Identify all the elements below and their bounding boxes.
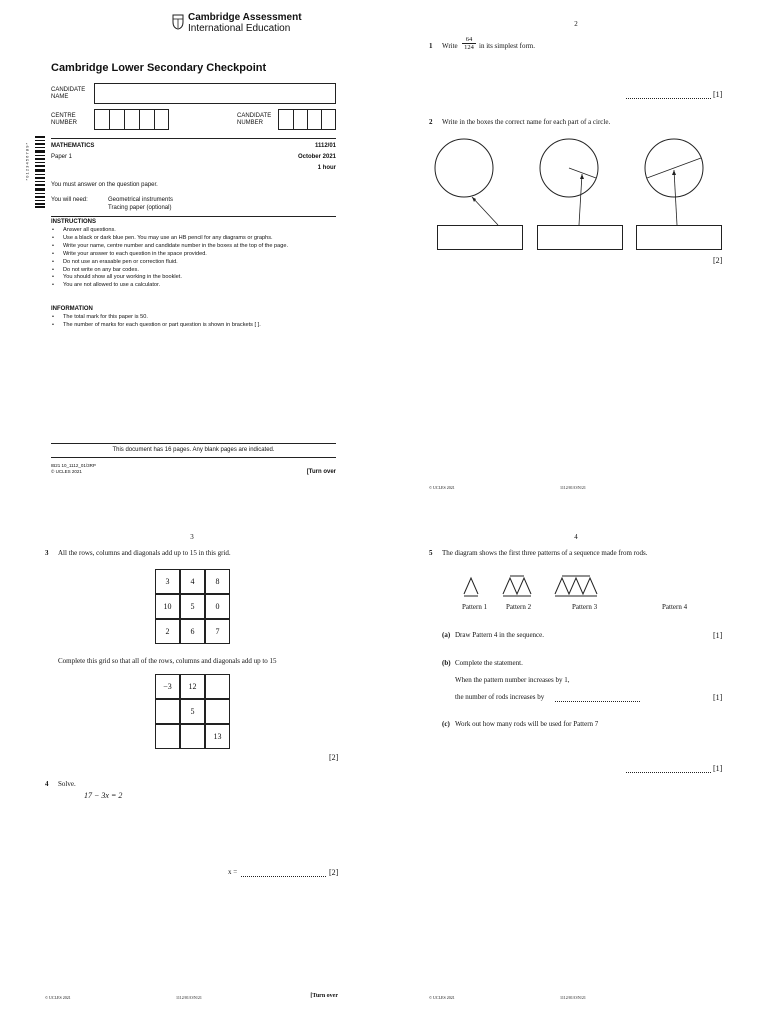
crest-icon xyxy=(172,14,184,30)
pattern-label: Pattern 2 xyxy=(506,603,532,611)
subject: MATHEMATICS xyxy=(51,143,95,149)
footer-copyright: © UCLES 2021 xyxy=(429,995,455,1000)
q4-answer-line[interactable] xyxy=(241,876,326,877)
candidate-number-label: CANDIDATE NUMBER xyxy=(237,113,272,126)
instruction-item: • Write your answer to each question in the space provided. xyxy=(51,251,336,259)
pattern-3-shape xyxy=(555,578,597,594)
footer-code: 1112/01/O/N/21 xyxy=(560,995,586,1000)
question-number-3: 3 xyxy=(45,549,49,557)
grid-cell: 5 xyxy=(180,594,205,619)
instruction-item: • Do not use an erasable pen or correction fluid. xyxy=(51,259,336,267)
q4-answer-label: x = xyxy=(228,868,238,876)
pattern-label: Pattern 3 xyxy=(572,603,598,611)
page-number: 4 xyxy=(574,533,578,541)
instructions-list xyxy=(51,227,336,290)
grid-cell: 12 xyxy=(180,674,205,699)
arrow-2 xyxy=(579,174,582,225)
grid-cell: −3 xyxy=(155,674,180,699)
answer-box-circle-2[interactable] xyxy=(537,225,623,250)
q2-mark: [2] xyxy=(713,256,723,265)
need-item-1: Geometrical instruments xyxy=(108,197,174,203)
cambridge-logo xyxy=(172,14,184,30)
centre-number-label: CENTRE NUMBER xyxy=(51,113,78,126)
grid-cell-input[interactable] xyxy=(205,674,230,699)
part-a-mark: [1] xyxy=(713,631,723,640)
pattern-label: Pattern 4 xyxy=(662,603,688,611)
q2-text: Write in the boxes the correct name for each part of a circle. xyxy=(442,118,611,126)
q4-text: Solve. xyxy=(58,780,76,788)
part-c-label: (c) xyxy=(442,720,450,728)
footer-code: 1112/01/O/N/21 xyxy=(560,485,586,490)
instruction-item: • Do not write on any bar codes. xyxy=(51,267,336,275)
page-number: 3 xyxy=(190,533,194,541)
grid-cell-input[interactable] xyxy=(205,699,230,724)
instruction-item: • You should show all your working in the booklet. xyxy=(51,274,336,282)
rod-patterns-diagram xyxy=(460,574,610,598)
footer-code: 1112/01/O/N/21 xyxy=(176,995,202,1000)
part-b-mark: [1] xyxy=(713,693,723,702)
grid-cell: 8 xyxy=(205,569,230,594)
information-list xyxy=(51,314,336,330)
exam-date: October 2021 xyxy=(297,154,336,160)
paper-number: Paper 1 xyxy=(51,154,73,160)
instruction-item: • Answer all questions. xyxy=(51,227,336,235)
candidate-name-field[interactable] xyxy=(94,83,336,104)
q3-text: All the rows, columns and diagonals add up to 15 in this grid. xyxy=(58,549,231,557)
pages-note: This document has 16 pages. Any blank pages are indicated. xyxy=(112,447,275,453)
answer-box-circle-1[interactable] xyxy=(437,225,523,250)
instructions-heading: INSTRUCTIONS xyxy=(51,219,96,225)
grid-cell: 2 xyxy=(155,619,180,644)
question-number-5: 5 xyxy=(429,549,433,557)
part-b-text: Complete the statement. xyxy=(455,659,523,667)
arrow-1 xyxy=(472,197,498,225)
turn-over: [Turn over xyxy=(310,993,338,999)
q1-text-after: in its simplest form. xyxy=(479,42,535,50)
arrow-3 xyxy=(674,170,677,225)
part-b-line-1: When the pattern number increases by 1, xyxy=(455,676,570,684)
grid-cell-input[interactable] xyxy=(155,699,180,724)
grid-cell: 7 xyxy=(205,619,230,644)
q4-mark: [2] xyxy=(329,868,339,877)
logo-line-1: Cambridge Assessment xyxy=(188,12,302,23)
candidate-name-label: CANDIDATE NAME xyxy=(51,87,86,100)
answer-note: You must answer on the question paper. xyxy=(51,182,158,188)
footer-copyright: © UCLES 2021 xyxy=(51,469,82,474)
grid-cell: 10 xyxy=(155,594,180,619)
question-number-2: 2 xyxy=(429,118,433,126)
footer-code: IB21 10_1112_01/3RP xyxy=(51,463,96,468)
part-a-label: (a) xyxy=(442,631,451,639)
turn-over: [Turn over xyxy=(306,469,336,475)
pattern-2-shape xyxy=(503,578,531,594)
grid-cell: 3 xyxy=(155,569,180,594)
divider xyxy=(51,138,336,139)
divider xyxy=(51,443,336,444)
circle-1 xyxy=(435,139,493,197)
centre-number-field[interactable] xyxy=(94,109,169,130)
part-c-mark: [1] xyxy=(713,764,723,773)
q4-equation: 17 − 3x = 2 xyxy=(84,791,123,800)
information-heading: INFORMATION xyxy=(51,306,93,312)
exam-duration: 1 hour xyxy=(317,165,336,171)
q3-complete-text: Complete this grid so that all of the rows, columns and diagonals add up to 15 xyxy=(58,657,277,665)
grid-cell: 13 xyxy=(205,724,230,749)
answer-box-circle-3[interactable] xyxy=(636,225,722,250)
page-title: Cambridge Lower Secondary Checkpoint xyxy=(51,62,267,74)
part-b-line-2: the number of rods increases by xyxy=(455,693,545,701)
grid-cell: 6 xyxy=(180,619,205,644)
q1-numerator: 64 xyxy=(465,36,473,43)
barcode xyxy=(29,136,45,208)
q3-mark: [2] xyxy=(329,753,339,762)
grid-cell-input[interactable] xyxy=(180,724,205,749)
need-item-2: Tracing paper (optional) xyxy=(108,205,172,211)
logo-line-2: International Education xyxy=(188,23,291,34)
q5-text: The diagram shows the first three patterns of a sequence made from rods. xyxy=(442,549,648,557)
instruction-item: • Use a black or dark blue pen. You may use an HB pencil for any diagrams or graphs. xyxy=(51,235,336,243)
part-c-text: Work out how many rods will be used for Pattern 7 xyxy=(455,720,599,728)
grid-cell-input[interactable] xyxy=(155,724,180,749)
q1-answer-line[interactable] xyxy=(626,98,711,99)
grid-cell: 4 xyxy=(180,569,205,594)
instruction-item: • Write your name, centre number and candidate number in the boxes at the top of the page. xyxy=(51,243,336,251)
footer-copyright: © UCLES 2021 xyxy=(429,485,455,490)
page-number: 2 xyxy=(574,20,578,28)
pattern-1-shape xyxy=(464,578,478,594)
footer-copyright: © UCLES 2021 xyxy=(45,995,71,1000)
q1-mark: [1] xyxy=(713,90,723,99)
information-item: • The total mark for this paper is 50. xyxy=(51,314,336,322)
divider xyxy=(51,457,336,458)
grid-cell: 5 xyxy=(180,699,205,724)
question-number-1: 1 xyxy=(429,42,433,50)
part-c-answer-line[interactable] xyxy=(626,772,711,773)
information-item: • The number of marks for each question or part question is shown in brackets [ ]. xyxy=(51,322,336,330)
part-b-answer-line[interactable] xyxy=(555,701,640,702)
divider xyxy=(51,216,336,217)
question-number-4: 4 xyxy=(45,780,49,788)
candidate-number-field[interactable] xyxy=(278,109,336,130)
part-a-text: Draw Pattern 4 in the sequence. xyxy=(455,631,545,639)
grid-cell: 0 xyxy=(205,594,230,619)
part-b-label: (b) xyxy=(442,659,451,667)
paper-code: 1112/01 xyxy=(314,143,336,149)
q1-fraction xyxy=(462,36,476,51)
barcode-digits: * 0 1 2 3 4 5 6 7 8 9 * xyxy=(24,142,30,181)
need-label: You will need: xyxy=(51,197,88,203)
pattern-label: Pattern 1 xyxy=(462,603,488,611)
q1-denominator: 124 xyxy=(462,43,476,51)
instruction-item: • You are not allowed to use a calculator. xyxy=(51,282,336,290)
q1-text-before: Write xyxy=(442,42,458,50)
